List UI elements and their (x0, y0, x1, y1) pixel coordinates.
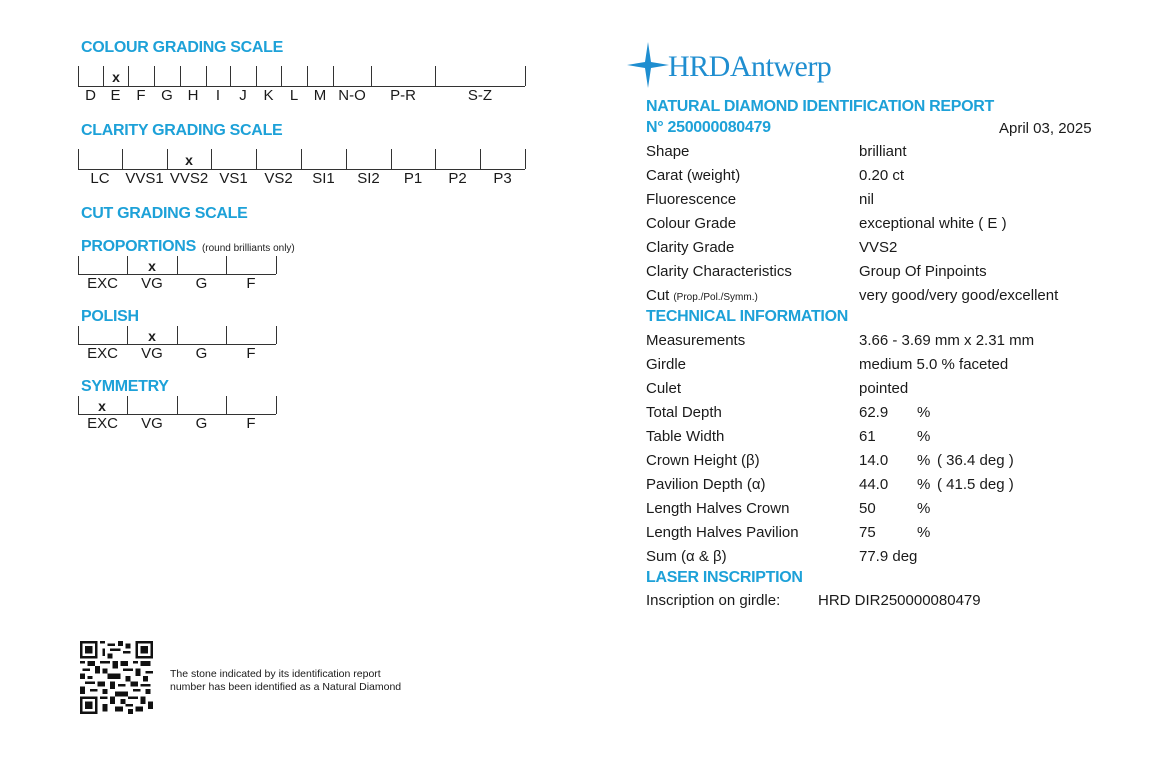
colour-grade-label: P-R (390, 87, 416, 104)
crown-height-value: 14.0 % ( 36.4 deg ) (859, 452, 1014, 469)
clarity-scale (78, 149, 526, 189)
measurements-value: 3.66 - 3.69 mm x 2.31 mm (859, 332, 1035, 349)
colour-grade-label: M (313, 87, 327, 104)
proportions-scale (78, 256, 278, 296)
proportions-grade-label: G (195, 275, 208, 292)
colour-scale (78, 66, 526, 106)
proportions-title: PROPORTIONS (round brilliants only) (81, 238, 295, 255)
clarity-scale-title: CLARITY GRADING SCALE (81, 122, 283, 139)
polish-grade-label: EXC (87, 345, 118, 362)
colour-grade-label: I (215, 87, 221, 104)
girdle-value: medium 5.0 % faceted (859, 356, 1009, 373)
clarity-grade-label: Clarity Grade (646, 239, 735, 256)
symmetry-title: SYMMETRY (81, 378, 169, 395)
colour-grade-label: N-O (338, 87, 366, 104)
pavilion-depth-value: 44.0 % ( 41.5 deg ) (859, 476, 1014, 493)
polish-selected-mark: x (148, 328, 156, 344)
symmetry-selected-mark: x (98, 398, 106, 414)
crown-height-label: Crown Height (β) (646, 452, 760, 469)
fluorescence-label: Fluorescence (646, 191, 737, 208)
fluorescence-value: nil (859, 191, 875, 208)
table-width-label: Table Width (646, 428, 725, 445)
cut-sublabel: (Prop./Pol./Symm.) (673, 292, 758, 303)
length-halves-crown-label: Length Halves Crown (646, 500, 790, 517)
culet-value: pointed (859, 380, 909, 397)
clarity-grade-label: P3 (493, 170, 512, 187)
sum-value: 77.9 deg (859, 548, 918, 565)
culet-label: Culet (646, 380, 682, 397)
cut-label: Cut (Prop./Pol./Symm.) (646, 287, 758, 304)
colour-grade-label: L (289, 87, 299, 104)
inscription-label: Inscription on girdle: (646, 592, 781, 609)
colour-grade-label: K (263, 87, 274, 104)
polish-grade-label: VG (141, 345, 163, 362)
carat-label: Carat (weight) (646, 167, 741, 184)
cut-scale-title: CUT GRADING SCALE (81, 205, 248, 222)
report-number: N° 250000080479 (646, 119, 771, 136)
sum-label: Sum (α & β) (646, 548, 727, 565)
colour-grade-label: Colour Grade (646, 215, 737, 232)
length-halves-pavilion-label: Length Halves Pavilion (646, 524, 799, 541)
inscription-value: HRD DIR250000080479 (818, 592, 981, 609)
symmetry-grade-label: EXC (87, 415, 118, 432)
clarity-selected-mark: x (185, 152, 193, 168)
clarity-grade-label: P1 (403, 170, 423, 187)
pavilion-depth-label: Pavilion Depth (α) (646, 476, 766, 493)
technical-info-title: TECHNICAL INFORMATION (646, 308, 848, 325)
measurements-label: Measurements (646, 332, 746, 349)
shape-label: Shape (646, 143, 690, 160)
proportions-grade-label: F (246, 275, 256, 292)
polish-grade-label: F (246, 345, 256, 362)
clarity-grade-label: SI2 (357, 170, 380, 187)
report-title: NATURAL DIAMOND IDENTIFICATION REPORT (646, 98, 994, 115)
colour-grade-label: G (161, 87, 173, 104)
colour-grade-label: S-Z (467, 87, 493, 104)
clarity-grade-label: LC (90, 170, 110, 187)
star-icon (626, 40, 670, 90)
colour-grade-label: F (136, 87, 146, 104)
colour-scale-title: COLOUR GRADING SCALE (81, 39, 284, 56)
polish-grade-label: G (195, 345, 208, 362)
clarity-grade-label: VS2 (264, 170, 293, 187)
colour-grade-label: D (85, 87, 96, 104)
polish-scale (78, 326, 278, 366)
qr-code (80, 641, 153, 714)
proportions-selected-mark: x (148, 258, 156, 274)
clarity-characteristics-value: Group Of Pinpoints (859, 263, 987, 280)
clarity-grade-label: VS1 (219, 170, 248, 187)
laser-inscription-title: LASER INSCRIPTION (646, 569, 803, 586)
total-depth-value: 62.9 % (859, 404, 931, 421)
girdle-label: Girdle (646, 356, 687, 373)
symmetry-scale (78, 396, 278, 436)
colour-grade-label: H (187, 87, 199, 104)
polish-title: POLISH (81, 308, 139, 325)
shape-value: brilliant (859, 143, 907, 160)
clarity-grade-label: P2 (448, 170, 467, 187)
total-depth-label: Total Depth (646, 404, 722, 421)
symmetry-grade-label: F (246, 415, 256, 432)
length-halves-crown-value: 50 % (859, 500, 931, 517)
report-date: April 03, 2025 (999, 120, 1092, 137)
clarity-characteristics-label: Clarity Characteristics (646, 263, 792, 280)
clarity-grade-label: VVS2 (169, 170, 209, 187)
clarity-grade-label: VVS1 (125, 170, 164, 187)
symmetry-grade-label: VG (141, 415, 163, 432)
length-halves-pavilion-value: 75 % (859, 524, 931, 541)
brand-name: HRDAntwerp (668, 50, 832, 83)
carat-value: 0.20 ct (859, 167, 905, 184)
colour-grade-label: J (239, 87, 247, 104)
proportions-grade-label: EXC (87, 275, 118, 292)
clarity-grade-value: VVS2 (859, 239, 898, 256)
proportions-grade-label: VG (141, 275, 163, 292)
symmetry-grade-label: G (195, 415, 208, 432)
table-width-value: 61 % (859, 428, 931, 445)
proportions-note: (round brilliants only) (201, 243, 295, 254)
colour-grade-value: exceptional white ( E ) (859, 215, 1007, 232)
colour-grade-label: E (110, 87, 121, 104)
clarity-grade-label: SI1 (312, 170, 335, 187)
colour-selected-mark: x (112, 69, 120, 85)
cut-value: very good/very good/excellent (859, 287, 1059, 304)
natural-diamond-note: The stone indicated by its identification report number has been identified as a Natural Diamond (170, 668, 402, 693)
